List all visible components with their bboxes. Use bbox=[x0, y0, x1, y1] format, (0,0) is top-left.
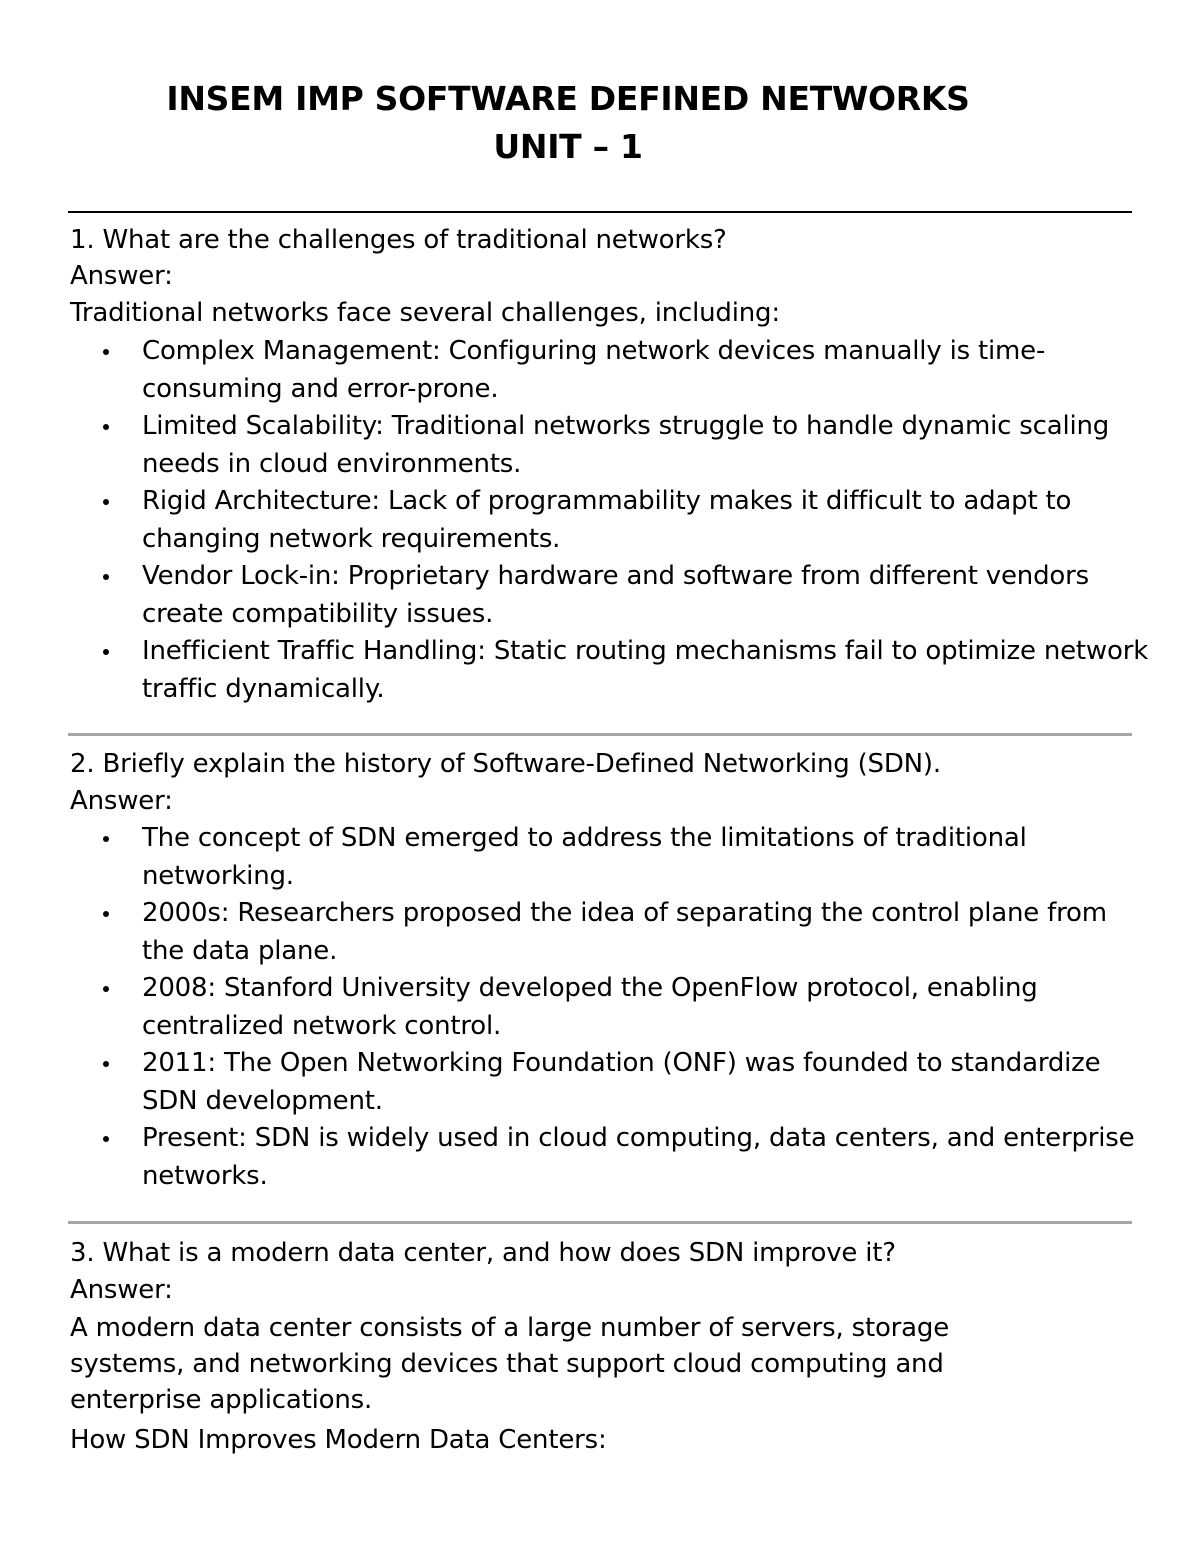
question-3-heading: 3. What is a modern data center, and how does SDN improve it? bbox=[70, 1238, 896, 1268]
list-item-text: Present: SDN is widely used in cloud computing, data centers, and enterprise networks. bbox=[142, 1123, 1135, 1191]
question-3-followup: How SDN Improves Modern Data Centers: bbox=[70, 1425, 607, 1455]
list-item bbox=[100, 633, 1150, 708]
title-divider bbox=[68, 211, 1132, 213]
bullet-icon bbox=[103, 1136, 109, 1142]
document-subtitle: UNIT – 1 bbox=[493, 127, 643, 166]
question-2-answer-label: Answer: bbox=[70, 786, 173, 816]
list-item bbox=[100, 1120, 1150, 1195]
list-item bbox=[100, 333, 1150, 408]
list-item bbox=[100, 1045, 1150, 1120]
list-item-text: Rigid Architecture: Lack of programmability makes it difficult to adapt to changing network requirements. bbox=[142, 486, 1072, 554]
question-2-heading: 2. Briefly explain the history of Software-Defined Networking (SDN). bbox=[70, 749, 941, 779]
bullet-icon bbox=[103, 986, 109, 992]
list-item bbox=[100, 408, 1150, 483]
question-3-answer-label: Answer: bbox=[70, 1275, 173, 1305]
bullet-icon bbox=[103, 836, 109, 842]
question-1-answer-label: Answer: bbox=[70, 261, 173, 291]
question-1-bullet-list bbox=[100, 333, 1150, 708]
bullet-icon bbox=[103, 649, 109, 655]
list-item bbox=[100, 895, 1150, 970]
bullet-icon bbox=[103, 911, 109, 917]
section-divider bbox=[68, 733, 1132, 736]
list-item bbox=[100, 820, 1150, 895]
bullet-icon bbox=[103, 499, 109, 505]
document-title: INSEM IMP SOFTWARE DEFINED NETWORKS bbox=[166, 79, 970, 118]
list-item bbox=[100, 970, 1150, 1045]
list-item-text: Complex Management: Configuring network devices manually is time-consuming and error-prone. bbox=[142, 336, 1046, 404]
list-item-text: Inefficient Traffic Handling: Static routing mechanisms fail to optimize network traffic dynamically. bbox=[142, 636, 1149, 704]
question-3-intro: A modern data center consists of a large number of servers, storage systems, and networking devices that support cloud computing and enterprise applications. bbox=[70, 1313, 949, 1415]
list-item bbox=[100, 483, 1150, 558]
question-2-bullet-list bbox=[100, 820, 1150, 1195]
list-item-text: Limited Scalability: Traditional networks struggle to handle dynamic scaling needs in cloud environments. bbox=[142, 411, 1110, 479]
question-1-heading: 1. What are the challenges of traditional networks? bbox=[70, 225, 727, 255]
question-1-intro: Traditional networks face several challenges, including: bbox=[70, 298, 780, 328]
list-item-text: Vendor Lock-in: Proprietary hardware and software from different vendors create compatibility issues. bbox=[142, 561, 1089, 629]
bullet-icon bbox=[103, 424, 109, 430]
list-item-text: 2011: The Open Networking Foundation (ONF) was founded to standardize SDN development. bbox=[142, 1048, 1101, 1116]
list-item-text: The concept of SDN emerged to address the limitations of traditional networking. bbox=[142, 823, 1027, 891]
bullet-icon bbox=[103, 1061, 109, 1067]
bullet-icon bbox=[103, 574, 109, 580]
section-divider bbox=[68, 1221, 1132, 1224]
bullet-icon bbox=[103, 349, 109, 355]
list-item-text: 2000s: Researchers proposed the idea of separating the control plane from the data plane. bbox=[142, 898, 1107, 966]
list-item bbox=[100, 558, 1150, 633]
list-item-text: 2008: Stanford University developed the OpenFlow protocol, enabling centralized network control. bbox=[142, 973, 1038, 1041]
